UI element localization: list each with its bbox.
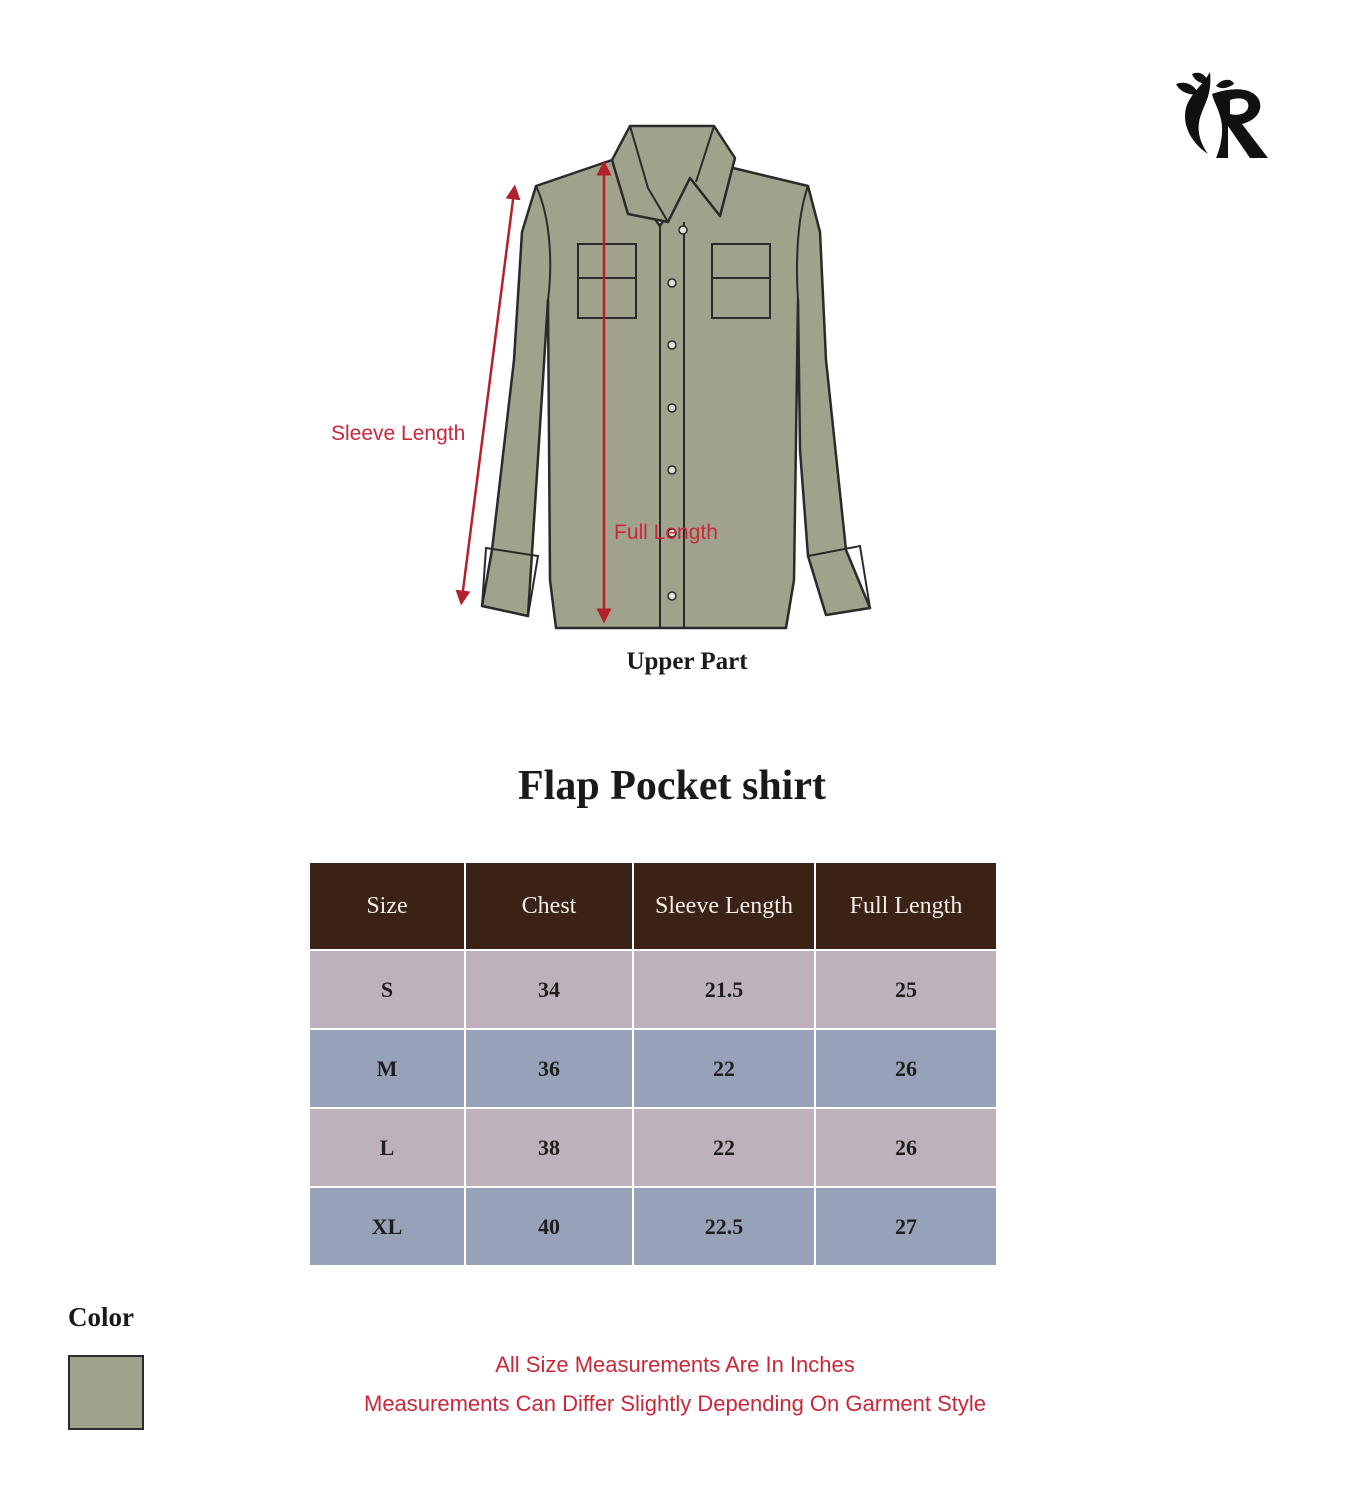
cell-chest: 36 — [466, 1030, 632, 1107]
cell-size: L — [310, 1109, 464, 1186]
full-length-label: Full Length — [614, 521, 718, 544]
header-sleeve-length: Sleeve Length — [634, 863, 814, 949]
brand-logo — [1172, 64, 1272, 162]
cell-size: S — [310, 951, 464, 1028]
cell-full-length: 26 — [816, 1030, 996, 1107]
table-row — [310, 951, 996, 1028]
cell-chest: 34 — [466, 951, 632, 1028]
table-row — [310, 1030, 996, 1107]
cell-sleeve-length: 22.5 — [634, 1188, 814, 1265]
diagram-caption: Upper Part — [626, 648, 748, 675]
color-label: Color — [68, 1302, 134, 1332]
cell-size: M — [310, 1030, 464, 1107]
table-header-row — [310, 863, 996, 949]
color-swatch — [68, 1355, 144, 1430]
table-row — [310, 1188, 996, 1265]
cell-full-length: 26 — [816, 1109, 996, 1186]
cell-sleeve-length: 22 — [634, 1030, 814, 1107]
header-size: Size — [310, 863, 464, 949]
page-title: Flap Pocket shirt — [518, 763, 826, 809]
table-row — [310, 1109, 996, 1186]
size-chart-table — [308, 861, 998, 1267]
cell-chest: 40 — [466, 1188, 632, 1265]
note-inches: All Size Measurements Are In Inches — [495, 1352, 855, 1377]
shirt-diagram — [320, 110, 920, 650]
cell-size: XL — [310, 1188, 464, 1265]
header-chest: Chest — [466, 863, 632, 949]
note-differ: Measurements Can Differ Slightly Depending On Garment Style — [364, 1391, 986, 1416]
cell-sleeve-length: 21.5 — [634, 951, 814, 1028]
sleeve-length-label: Sleeve Length — [331, 422, 466, 445]
header-full-length: Full Length — [816, 863, 996, 949]
cell-full-length: 25 — [816, 951, 996, 1028]
shirt-body — [482, 160, 870, 628]
cell-chest: 38 — [466, 1109, 632, 1186]
cell-full-length: 27 — [816, 1188, 996, 1265]
measurement-notes — [300, 1345, 1050, 1423]
cell-sleeve-length: 22 — [634, 1109, 814, 1186]
